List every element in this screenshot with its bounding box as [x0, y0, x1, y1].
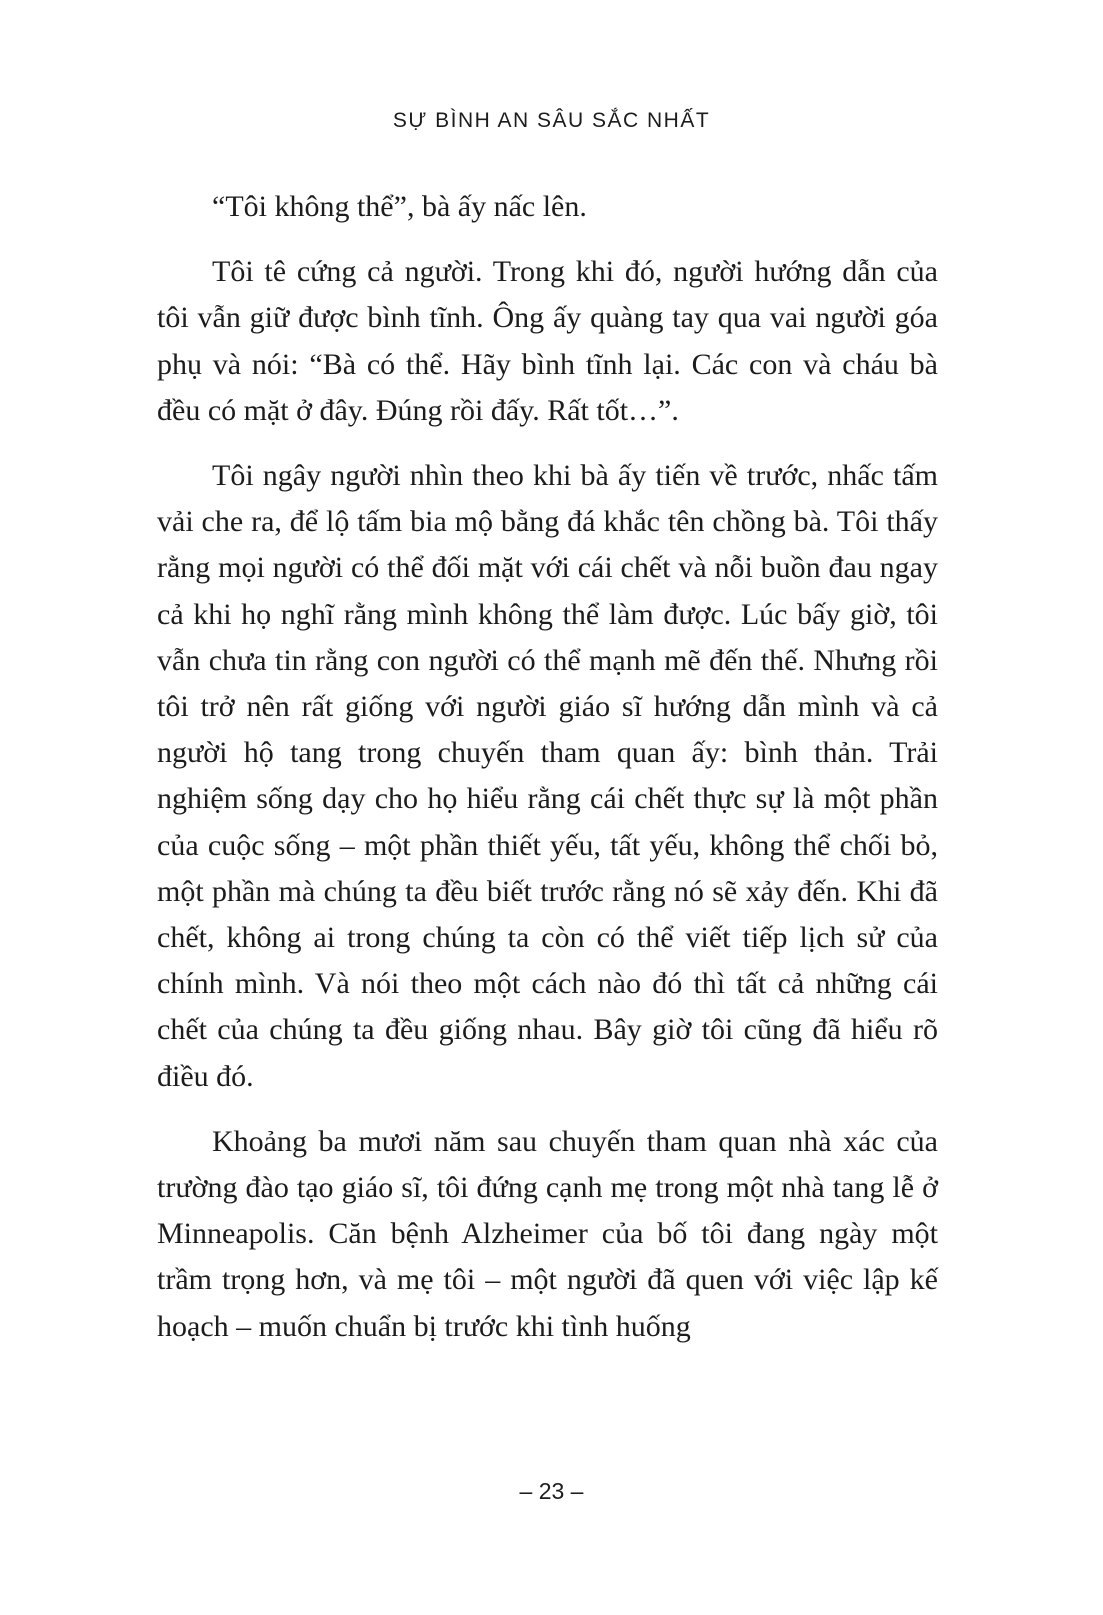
paragraph: Tôi tê cứng cả người. Trong khi đó, người hướng dẫn của tôi vẫn giữ được bình tĩnh. Ông ấy quàng tay qua vai người góa phụ và nói: “Bà có thể. Hãy bình tĩnh lại. Các con và cháu bà đều có mặt ở đây. Đúng rồi đấy. Rất tốt…”.	[157, 255, 938, 427]
paragraph: “Tôi không thể”, bà ấy nấc lên.	[212, 190, 587, 223]
body-text	[157, 184, 938, 1369]
paragraph: Tôi ngây người nhìn theo khi bà ấy tiến về trước, nhấc tấm vải che ra, để lộ tấm bia mộ bằng đá khắc tên chồng bà. Tôi thấy rằng mọi người có thể đối mặt với cái chết và nỗi buồn đau ngay cả khi họ nghĩ rằng mình không thể làm được. Lúc bấy giờ, tôi vẫn chưa tin rằng con người có thể mạnh mẽ đến thế. Nhưng rồi tôi trở nên rất giống với người giáo sĩ hướng dẫn mình và cả người hộ tang trong chuyến tham quan ấy: bình thản. Trải nghiệm sống dạy cho họ hiểu rằng cái chết thực sự là một phần của cuộc sống – một phần thiết yếu, tất yếu, không thể chối bỏ, một phần mà chúng ta đều biết trước rằng nó sẽ xảy đến. Khi đã chết, không ai trong chúng ta còn có thể viết tiếp lịch sử của chính mình. Và nói theo một cách nào đó thì tất cả những cái chết của chúng ta đều giống nhau. Bây giờ tôi cũng đã hiểu rõ điều đó.	[157, 459, 938, 1093]
page-number: – 23 –	[519, 1478, 584, 1504]
running-header: SỰ BÌNH AN SÂU SẮC NHẤT	[392, 109, 711, 132]
paragraph: Khoảng ba mươi năm sau chuyến tham quan nhà xác của trường đào tạo giáo sĩ, tôi đứng cạnh mẹ trong một nhà tang lễ ở Minneapolis. Căn bệnh Alzheimer của bố tôi đang ngày một trầm trọng hơn, và mẹ tôi – một người đã quen với việc lập kế hoạch – muốn chuẩn bị trước khi tình huống	[157, 1124, 938, 1343]
